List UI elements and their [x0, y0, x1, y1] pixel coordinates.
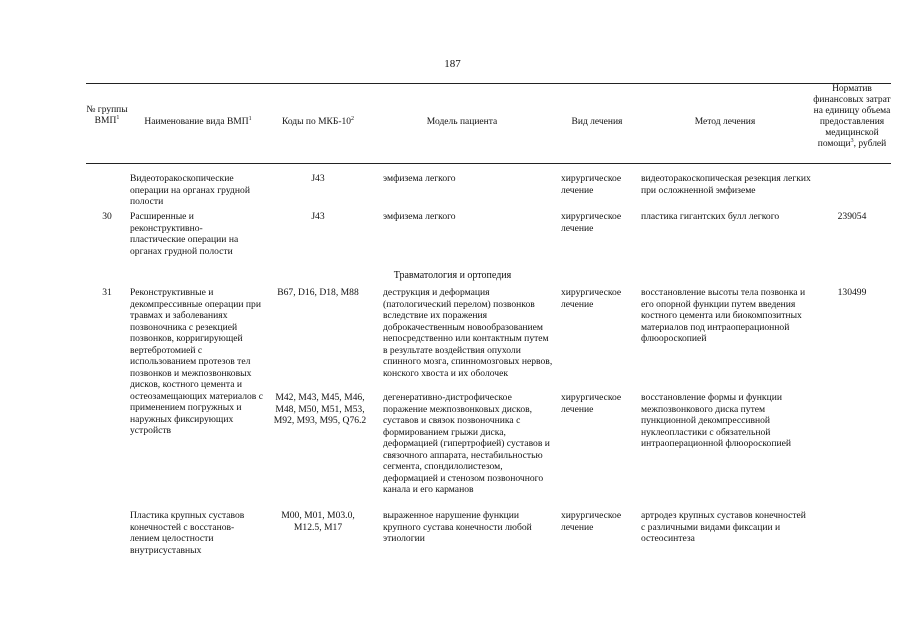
header-group-number-text: № группы ВМП [86, 105, 128, 126]
header-vmp-name [128, 117, 268, 128]
row0-patient-model: эмфизема легкого [383, 173, 456, 184]
section-title: Травматология и ортопедия [393, 270, 512, 281]
row2-group: 31 [102, 287, 112, 298]
header-bottom-rule [86, 163, 891, 164]
row3-codes: M42, M43, M45, M46, M48, M50, M51, M53, M92, M93, M95, Q76.2 [273, 392, 367, 426]
header-cost-text: Норматив финансовых затрат на единицу объема предоставления медицинской помощи [813, 84, 891, 149]
row1-patient-model: эмфизема легкого [383, 211, 456, 222]
row1-treatment-method: пластика гигантских булл легкого [641, 211, 780, 222]
row2-codes: B67, D16, D18, M88 [277, 287, 359, 298]
header-treatment-method [640, 117, 810, 128]
row3-treatment-method: восстановление формы и функции межпозвонкового диска путем пункционной декомпрессивной нуклеопластики с обязательной интраоперационной флюороскопией [641, 392, 791, 449]
row0-vmp-name: Видеоторакоскопические операции на органах грудной полости [130, 173, 250, 207]
row1-treatment-type: хирургическое лечение [561, 211, 622, 234]
row0-treatment-type: хирургическое лечение [561, 173, 622, 196]
header-patient-model-text: Модель пациента [426, 117, 498, 127]
header-treatment-method-text: Метод лечения [694, 117, 756, 127]
header-cost-sup: 3 [850, 137, 854, 144]
header-codes-text: Коды по МКБ-10 [281, 117, 352, 127]
row1-vmp-name: Расширенные и реконструктивно-пластические операции на органах грудной полости [130, 211, 239, 257]
header-treatment-type [558, 117, 636, 128]
table-top-rule [86, 83, 891, 84]
header-patient-model [372, 117, 552, 128]
row1-group: 30 [102, 211, 112, 222]
header-codes-sup: 2 [351, 115, 355, 122]
row4-patient-model: выраженное нарушение функции крупного сустава конечности любой этиологии [383, 510, 532, 544]
row2-treatment-method: восстановление высоты тела позвонка и его опорной функции путем введения костного цемента или биокомпозитных материалов под интраоперационной флюороскопией [641, 287, 806, 344]
row2-treatment-type: хирургическое лечение [561, 287, 622, 310]
row1-cost: 239054 [837, 211, 867, 222]
row4-vmp-name: Пластика крупных суставов конечностей с восстанов-лением целостности внутрисуставных [130, 510, 245, 556]
header-vmp-name-sup: 1 [248, 115, 252, 122]
page-number: 187 [444, 58, 461, 70]
row0-treatment-method: видеоторакоскопическая резекция легких при осложненной эмфиземе [641, 173, 811, 196]
header-cost [812, 84, 892, 150]
row3-patient-model: дегенеративно-дистрофическое поражение межпозвонковых дисков, суставов и связок позвоночника с формированием грыжи диска, деформацией (гипертрофией) суставов и связочного аппарата, нестабильностью сегмента, спондилолистезом, деформацией и стенозом позвоночного канала и его карманов [383, 392, 550, 495]
header-codes [268, 117, 368, 128]
row4-codes: M00, M01, M03.0, M12.5, M17 [281, 510, 355, 533]
row4-treatment-type: хирургическое лечение [561, 510, 622, 533]
header-vmp-name-text: Наименование вида ВМП [144, 117, 249, 127]
row2-vmp-name: Реконструктивные и декомпрессивные операции при травмах и заболеваниях позвоночника с резекцией позвонков, корригирующей вертебротомией с использованием протезов тел позвонков и межпозвонковых дисков, костного цемента и остеозамещающих материалов с применением погружных и наружных фиксирующих устройств [130, 287, 263, 436]
row2-cost: 130499 [837, 287, 867, 298]
row2-patient-model: деструкция и деформация (патологический перелом) позвонков вследствие их поражения доброкачественным новообразованием непосредственно или контактным путем в результате воздействия опухоли спинного мозга, спинномозговых нервов, конского хвоста и их оболочек [383, 287, 553, 379]
header-cost-tail: , рублей [853, 139, 887, 149]
row3-treatment-type: хирургическое лечение [561, 392, 622, 415]
row1-codes: J43 [311, 211, 325, 222]
row0-codes: J43 [311, 173, 325, 184]
header-treatment-type-text: Вид лечения [571, 117, 623, 127]
row4-treatment-method: артродез крупных суставов конечностей с различными видами фиксации и остеосинтеза [641, 510, 806, 544]
header-group-number [86, 105, 128, 127]
header-group-number-sup: 1 [116, 114, 120, 121]
